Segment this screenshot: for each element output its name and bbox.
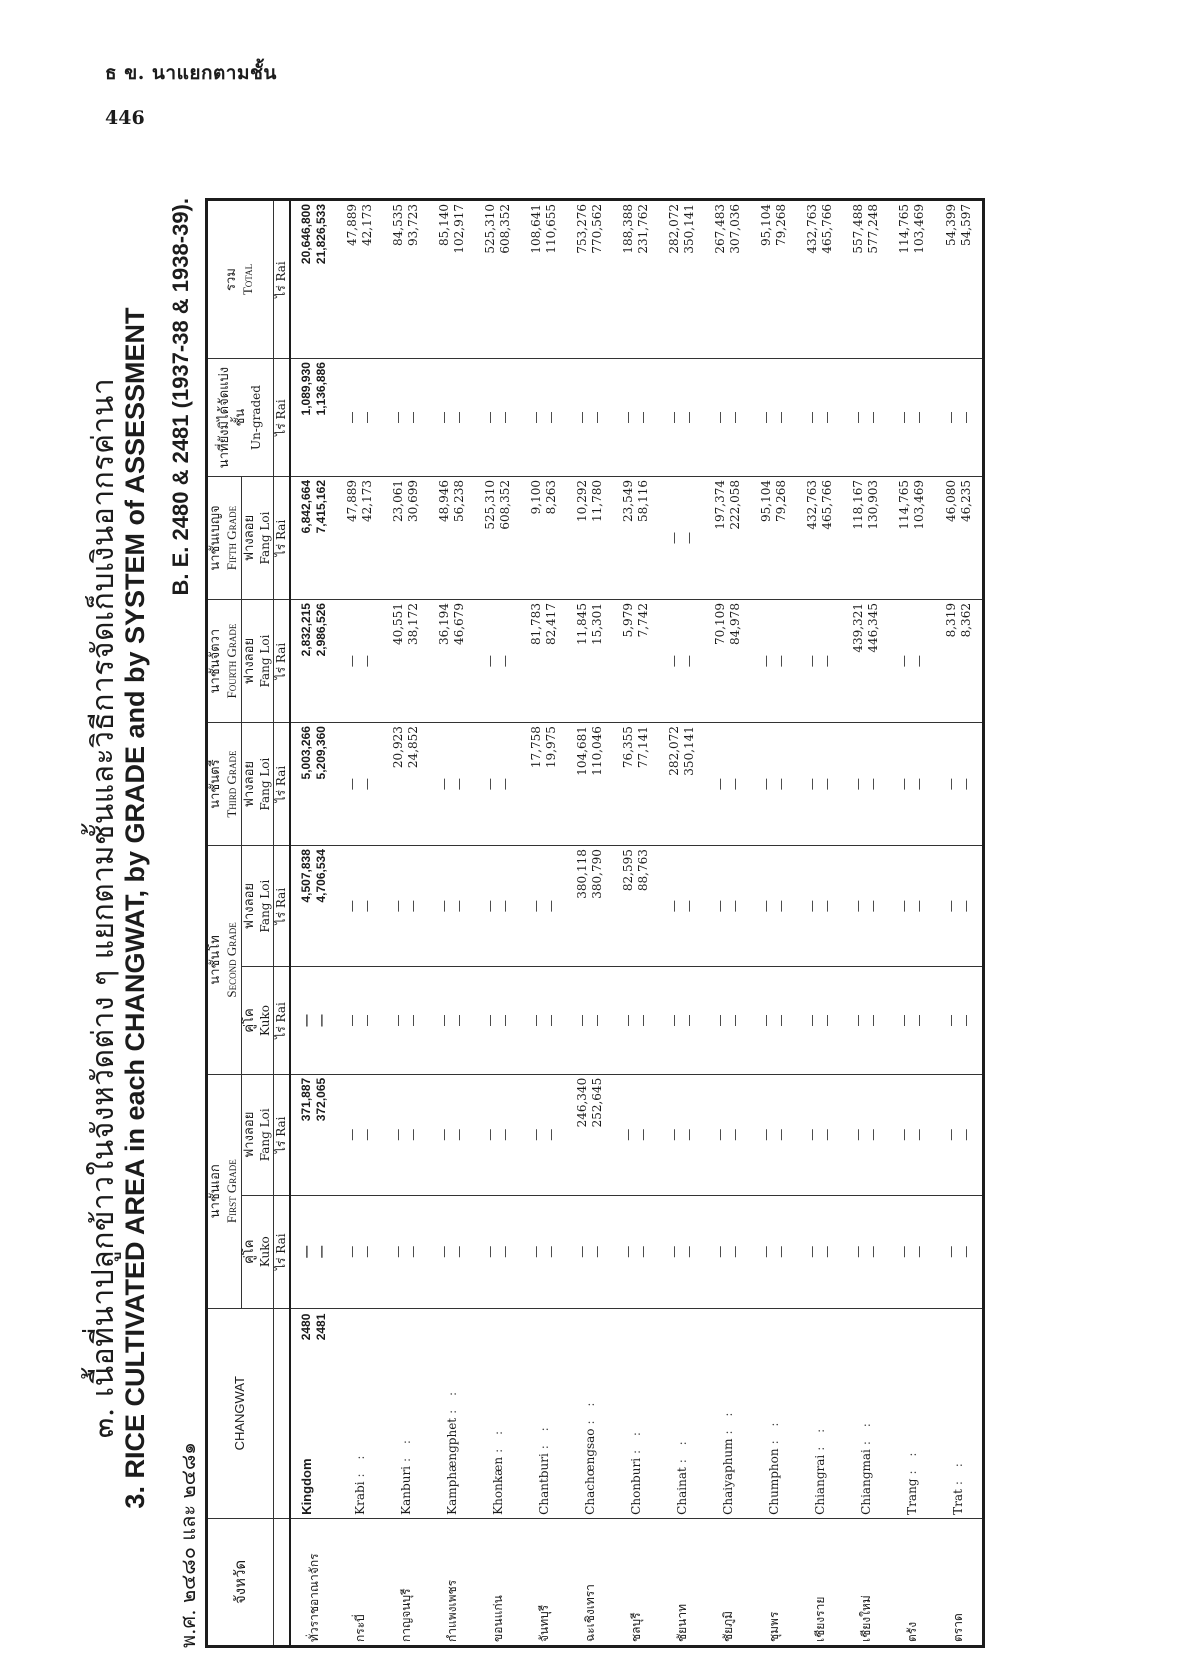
cell-first-fangloi: — —	[337, 1074, 383, 1195]
cell-fifth-fangloi: 46,080 46,235	[935, 476, 983, 599]
cell-third-fangloi: 17,758 19,975	[521, 723, 567, 846]
changwat-english-label: Chaiyaphum	[720, 1438, 735, 1515]
table-row	[889, 200, 935, 1647]
changwat-english-label: Chiangrai	[812, 1454, 827, 1515]
cell-total: 432,763 465,766	[797, 200, 843, 359]
header-fifth-grade	[207, 476, 242, 599]
cell-third-fangloi: — —	[475, 723, 521, 846]
cell-second-kuko: — —	[337, 967, 383, 1075]
subheader-fangloi-4	[241, 600, 273, 723]
changwat-thai-name: เชียงใหม่	[843, 1518, 889, 1646]
cell-second-kuko: — —	[797, 967, 843, 1075]
cell-first-fangloi: — —	[797, 1074, 843, 1195]
cell-second-kuko: — —	[521, 967, 567, 1075]
kingdom-label: Kingdom	[299, 1458, 314, 1515]
unit-label: ไร่ Rai	[273, 967, 290, 1075]
unit-label: ไร่ Rai	[273, 200, 290, 359]
cell-first-kuko: — —	[889, 1195, 935, 1308]
cell-ungraded: — —	[705, 359, 751, 477]
cell-second-kuko: — —	[613, 967, 659, 1075]
cell-fifth-fangloi: 23,061 30,699	[383, 476, 429, 599]
cell-second-fangloi: — —	[337, 846, 383, 967]
subheader-kuko-2	[241, 967, 273, 1075]
cell-first-kuko: — —	[429, 1195, 475, 1308]
cell-fifth-fangloi: 197,374 222,058	[705, 476, 751, 599]
cell-second-fangloi: — —	[705, 846, 751, 967]
dot-leader: : :	[904, 1447, 919, 1475]
cell-second-kuko: — —	[567, 967, 613, 1075]
cell-total: 267,483 307,036	[705, 200, 751, 359]
changwat-english-label: Khonkæn	[490, 1456, 505, 1515]
cell-first-kuko: — —	[613, 1195, 659, 1308]
cell-ungraded: — —	[337, 359, 383, 477]
changwat-english-label: Krabi	[352, 1481, 367, 1515]
cell-second-kuko: — —	[659, 967, 705, 1075]
cell-first-kuko: — —	[751, 1195, 797, 1308]
fourth-grade-thai: นาชั้นจัตวา	[208, 628, 223, 694]
cell-second-kuko: — —	[751, 967, 797, 1075]
cell-first-kuko: — —	[797, 1195, 843, 1308]
changwat-thai-name: ทั่วราชอาณาจักร	[290, 1518, 338, 1646]
changwat-thai-name: ชัยนาท	[659, 1518, 705, 1646]
changwat-english-name	[797, 1308, 843, 1518]
cell-fifth-fangloi: 47,889 42,173	[337, 476, 383, 599]
cell-total: 557,488 577,248	[843, 200, 889, 359]
changwat-thai-name: ชลบุรี	[613, 1518, 659, 1646]
cell-fifth-fangloi: — —	[659, 476, 705, 599]
cell-total: 282,072 350,141	[659, 200, 705, 359]
cell-fourth-fangloi: 2,832,215 2,986,526	[290, 600, 338, 723]
unit-label: ไร่ Rai	[273, 1074, 290, 1195]
changwat-english-name	[429, 1308, 475, 1518]
cell-total: 47,889 42,173	[337, 200, 383, 359]
fangloi-thai: ฟางลอย	[241, 760, 257, 808]
subheader-fangloi-5	[241, 476, 273, 599]
year-labels	[299, 1312, 329, 1341]
dot-leader: : :	[858, 1418, 873, 1446]
dot-leader: : :	[444, 1386, 459, 1414]
year-2481: 2481	[314, 1313, 328, 1341]
cell-second-kuko: — —	[843, 967, 889, 1075]
ungraded-english: Un-graded	[249, 385, 264, 450]
cell-third-fangloi: — —	[337, 723, 383, 846]
cell-third-fangloi: 282,072 350,141	[659, 723, 705, 846]
second-grade-english: Second Grade	[224, 922, 240, 998]
cell-third-fangloi: — —	[889, 723, 935, 846]
dot-leader: : :	[352, 1450, 367, 1478]
dot-leader: : :	[951, 1458, 966, 1486]
changwat-english-label: Chantburi	[536, 1453, 551, 1515]
cell-ungraded: — —	[521, 359, 567, 477]
cell-ungraded: — —	[429, 359, 475, 477]
cell-fifth-fangloi: 9,100 8,263	[521, 476, 567, 599]
table-row	[613, 200, 659, 1647]
cell-first-fangloi: — —	[429, 1074, 475, 1195]
changwat-english-label: Trang	[904, 1478, 919, 1515]
changwat-english-label: Chonburi	[628, 1457, 643, 1515]
second-grade-thai: นาชั้นโท	[208, 935, 223, 985]
cell-third-fangloi: 20,923 24,852	[383, 723, 429, 846]
period-english: B. E. 2480 & 2481 (1937-38 & 1938-39).	[168, 198, 193, 596]
cell-fifth-fangloi: 95,104 79,268	[751, 476, 797, 599]
unit-label: ไร่ Rai	[273, 476, 290, 599]
cell-third-fangloi: 5,003,266 5,209,360	[290, 723, 338, 846]
header-first-grade	[207, 1074, 242, 1308]
cell-second-fangloi: — —	[429, 846, 475, 967]
cell-second-fangloi: — —	[797, 846, 843, 967]
cell-fourth-fangloi: — —	[889, 600, 935, 723]
fifth-grade-english: Fifth Grade	[224, 505, 240, 571]
table-body	[290, 200, 984, 1647]
subheader-kuko-1	[241, 1195, 273, 1308]
cell-fourth-fangloi: 81,783 82,417	[521, 600, 567, 723]
changwat-english-label: Chiangmai	[858, 1449, 873, 1515]
cell-second-kuko: — —	[429, 967, 475, 1075]
cell-second-fangloi: — —	[889, 846, 935, 967]
changwat-thai-name: กำแพงเพชร	[429, 1518, 475, 1646]
cell-first-fangloi: — —	[705, 1074, 751, 1195]
table-row	[705, 200, 751, 1647]
changwat-thai-name: ตรัง	[889, 1518, 935, 1646]
dot-leader: : :	[536, 1422, 551, 1450]
cell-second-fangloi: — —	[843, 846, 889, 967]
changwat-english-name	[613, 1308, 659, 1518]
first-grade-english: First Grade	[224, 1159, 240, 1224]
unit-label: ไร่ Rai	[273, 1195, 290, 1308]
total-thai: รวม	[224, 268, 240, 291]
cell-fifth-fangloi: 6,842,664 7,415,162	[290, 476, 338, 599]
dot-leader: : :	[490, 1425, 505, 1453]
cell-first-fangloi: — —	[521, 1074, 567, 1195]
fangloi-english: Fang Loi	[257, 879, 272, 933]
fangloi-english: Fang Loi	[257, 757, 272, 811]
changwat-thai-name: เชียงราย	[797, 1518, 843, 1646]
kuko-thai: คู่โค	[241, 1008, 257, 1033]
cell-second-fangloi: — —	[935, 846, 983, 967]
changwat-english-name	[475, 1308, 521, 1518]
cell-second-fangloi: — —	[383, 846, 429, 967]
dot-leader: : :	[720, 1407, 735, 1435]
cell-first-kuko: — —	[521, 1195, 567, 1308]
cell-second-kuko: — —	[935, 967, 983, 1075]
rotated-table-page	[80, 168, 1090, 1648]
changwat-english-name	[290, 1308, 338, 1518]
changwat-english-name	[705, 1308, 751, 1518]
cell-total: 114,765 103,469	[889, 200, 935, 359]
cell-ungraded: — —	[613, 359, 659, 477]
cell-fourth-fangloi: 11,845 15,301	[567, 600, 613, 723]
cell-first-fangloi: — —	[383, 1074, 429, 1195]
cell-first-fangloi: — —	[889, 1074, 935, 1195]
ungraded-thai: นาที่ยังมิได้จัดแบ่งชั้น	[216, 366, 248, 469]
cell-ungraded: — —	[935, 359, 983, 477]
dot-leader: : :	[628, 1427, 643, 1454]
cell-second-kuko: — —	[475, 967, 521, 1075]
dot-leader: : :	[812, 1423, 827, 1451]
subheader-fangloi-1	[241, 1074, 273, 1195]
cell-third-fangloi: 104,681 110,046	[567, 723, 613, 846]
cell-first-fangloi: — —	[613, 1074, 659, 1195]
cell-first-fangloi: — —	[935, 1074, 983, 1195]
cell-fourth-fangloi: 8,319 8,362	[935, 600, 983, 723]
cell-first-kuko: — —	[383, 1195, 429, 1308]
cell-total: 95,104 79,268	[751, 200, 797, 359]
changwat-english-name	[521, 1308, 567, 1518]
header-third-grade	[207, 723, 242, 846]
cell-first-kuko: — —	[567, 1195, 613, 1308]
cell-fourth-fangloi: 439,321 446,345	[843, 600, 889, 723]
cell-fifth-fangloi: 118,167 130,903	[843, 476, 889, 599]
fangloi-thai: ฟางลอย	[241, 883, 257, 930]
cell-third-fangloi: — —	[797, 723, 843, 846]
fangloi-english: Fang Loi	[257, 634, 272, 688]
changwat-thai-name: ชัยภูมิ	[705, 1518, 751, 1646]
table-row	[843, 200, 889, 1647]
cell-ungraded: — —	[383, 359, 429, 477]
changwat-thai-name: จันทบุรี	[521, 1518, 567, 1646]
dot-leader: : :	[766, 1417, 781, 1445]
cell-total: 54,399 54,597	[935, 200, 983, 359]
changwat-english-label: Kamphængphet	[444, 1417, 459, 1515]
changwat-english-name	[889, 1308, 935, 1518]
cell-second-fangloi: 82,595 88,763	[613, 846, 659, 967]
cell-third-fangloi: 76,355 77,141	[613, 723, 659, 846]
cell-ungraded: — —	[843, 359, 889, 477]
cell-third-fangloi: — —	[843, 723, 889, 846]
changwat-thai-name: ฉะเชิงเทรา	[567, 1518, 613, 1646]
unit-spacer	[273, 1518, 290, 1646]
cell-third-fangloi: — —	[429, 723, 475, 846]
cell-second-kuko: — —	[383, 967, 429, 1075]
cell-fifth-fangloi: 23,549 58,116	[613, 476, 659, 599]
header-fourth-grade	[207, 600, 242, 723]
first-grade-thai: นาชั้นเอก	[208, 1164, 223, 1219]
cell-ungraded: 1,089,930 1,136,886	[290, 359, 338, 477]
fangloi-thai: ฟางลอย	[241, 514, 257, 562]
table-row	[659, 200, 705, 1647]
changwat-english-name	[843, 1308, 889, 1518]
table-title-english: 3. RICE CULTIVATED AREA in each CHANGWAT, by GRADE and by SYSTEM of ASSESSMENT	[120, 307, 150, 1509]
cell-fifth-fangloi: 114,765 103,469	[889, 476, 935, 599]
dot-leader: : :	[398, 1435, 413, 1462]
header-changwat-thai: จังหวัด	[207, 1518, 274, 1646]
cell-total: 85,140 102,917	[429, 200, 475, 359]
subheader-fangloi-2	[241, 846, 273, 967]
cell-ungraded: — —	[659, 359, 705, 477]
changwat-english-name	[935, 1308, 983, 1518]
cell-first-kuko: — —	[843, 1195, 889, 1308]
cell-first-fangloi: — —	[475, 1074, 521, 1195]
cell-second-fangloi: — —	[659, 846, 705, 967]
header-ungraded	[207, 359, 274, 477]
cell-second-fangloi: — —	[521, 846, 567, 967]
cell-total: 84,535 93,723	[383, 200, 429, 359]
changwat-english-name	[337, 1308, 383, 1518]
changwat-english-name	[659, 1308, 705, 1518]
cell-total: 20,646,800 21,826,533	[290, 200, 338, 359]
cell-first-fangloi: — —	[659, 1074, 705, 1195]
table-row	[797, 200, 843, 1647]
cell-total: 753,276 770,562	[567, 200, 613, 359]
table-row	[337, 200, 383, 1647]
dot-leader: : :	[674, 1436, 689, 1464]
cell-fourth-fangloi: 70,109 84,978	[705, 600, 751, 723]
header-second-grade	[207, 846, 242, 1075]
cell-second-kuko: — —	[290, 967, 338, 1075]
unit-label: ไร่ Rai	[273, 600, 290, 723]
cell-first-kuko: — —	[705, 1195, 751, 1308]
cell-total: 108,641 110,655	[521, 200, 567, 359]
cell-fourth-fangloi: 36,194 46,679	[429, 600, 475, 723]
changwat-english-name	[383, 1308, 429, 1518]
changwat-thai-name: ชุมพร	[751, 1518, 797, 1646]
year-2480: 2480	[299, 1313, 313, 1341]
cell-first-fangloi: 246,340 252,645	[567, 1074, 613, 1195]
period-thai: พ.ศ. ๒๔๘๐ และ ๒๔๘๑	[176, 1442, 200, 1648]
cell-ungraded: — —	[751, 359, 797, 477]
changwat-thai-name: ตราด	[935, 1518, 983, 1646]
cell-first-kuko: — —	[290, 1195, 338, 1308]
cell-second-kuko: — —	[705, 967, 751, 1075]
third-grade-english: Third Grade	[224, 750, 240, 818]
cell-first-fangloi: — —	[751, 1074, 797, 1195]
changwat-english-name	[751, 1308, 797, 1518]
cell-second-fangloi: — —	[475, 846, 521, 967]
total-english: Total	[240, 263, 256, 296]
cell-total: 188,388 231,762	[613, 200, 659, 359]
cell-fourth-fangloi: 5,979 7,742	[613, 600, 659, 723]
changwat-english-label: Trat	[951, 1489, 966, 1515]
fangloi-thai: ฟางลอย	[241, 637, 257, 685]
changwat-thai-name: กระบี่	[337, 1518, 383, 1646]
cell-fourth-fangloi: — —	[475, 600, 521, 723]
cell-first-kuko: — —	[475, 1195, 521, 1308]
kuko-thai: คู่โค	[241, 1239, 257, 1264]
fifth-grade-thai: นาชั้นเบญจ	[208, 505, 223, 571]
running-head: ธ ข. นาแยกตามชั้น	[105, 62, 277, 84]
cell-fourth-fangloi: — —	[797, 600, 843, 723]
changwat-english-label: Kanburi	[398, 1465, 413, 1515]
cell-fifth-fangloi: 48,946 56,238	[429, 476, 475, 599]
cell-fourth-fangloi: — —	[751, 600, 797, 723]
table-row	[383, 200, 429, 1647]
table-row	[521, 200, 567, 1647]
cell-third-fangloi: — —	[935, 723, 983, 846]
rice-area-table	[205, 198, 985, 1648]
fangloi-english: Fang Loi	[257, 511, 272, 565]
changwat-thai-name: กาญจนบุรี	[383, 1518, 429, 1646]
cell-first-fangloi: — —	[843, 1074, 889, 1195]
cell-first-kuko: — —	[337, 1195, 383, 1308]
page-number: 446	[105, 107, 145, 129]
cell-fifth-fangloi: 525,310 608,352	[475, 476, 521, 599]
table-row	[475, 200, 521, 1647]
table-row	[935, 200, 983, 1647]
third-grade-thai: นาชั้นตรี	[208, 759, 223, 809]
kuko-english: Kuko	[257, 1005, 272, 1036]
table-title-thai: ๓. เนื้อที่นาปลูกข้าวในจังหวัดต่าง ๆ แยกตามชั้นและวิธีการจัดเก็บเงินอากรค่านา	[86, 377, 121, 1439]
cell-ungraded: — —	[475, 359, 521, 477]
cell-fourth-fangloi: — —	[337, 600, 383, 723]
changwat-english-name	[567, 1308, 613, 1518]
table-row	[751, 200, 797, 1647]
dot-leader: : :	[582, 1397, 597, 1425]
cell-third-fangloi: — —	[705, 723, 751, 846]
cell-fourth-fangloi: 40,551 38,172	[383, 600, 429, 723]
cell-ungraded: — —	[889, 359, 935, 477]
changwat-english-label: Chainat	[674, 1467, 689, 1515]
cell-fourth-fangloi: — —	[659, 600, 705, 723]
cell-first-kuko: — —	[935, 1195, 983, 1308]
unit-label: ไร่ Rai	[273, 723, 290, 846]
cell-first-fangloi: 371,887 372,065	[290, 1074, 338, 1195]
table-row	[567, 200, 613, 1647]
table-row-kingdom	[290, 200, 338, 1647]
unit-label: ไร่ Rai	[273, 846, 290, 967]
cell-second-fangloi: 4,507,838 4,706,534	[290, 846, 338, 967]
subheader-fangloi-3	[241, 723, 273, 846]
unit-spacer	[273, 1308, 290, 1518]
cell-second-fangloi: 380,118 380,790	[567, 846, 613, 967]
kuko-english: Kuko	[257, 1236, 272, 1268]
cell-fifth-fangloi: 10,292 11,780	[567, 476, 613, 599]
cell-fifth-fangloi: 432,763 465,766	[797, 476, 843, 599]
fangloi-english: Fang Loi	[257, 1108, 272, 1162]
cell-second-kuko: — —	[889, 967, 935, 1075]
changwat-english-label: Chumphon	[766, 1448, 781, 1515]
header-total	[207, 200, 274, 359]
changwat-thai-name: ขอนแก่น	[475, 1518, 521, 1646]
changwat-english-label: Chachœngsao	[582, 1428, 597, 1515]
cell-third-fangloi: — —	[751, 723, 797, 846]
table-row	[429, 200, 475, 1647]
cell-ungraded: — —	[797, 359, 843, 477]
cell-second-fangloi: — —	[751, 846, 797, 967]
cell-first-kuko: — —	[659, 1195, 705, 1308]
unit-label: ไร่ Rai	[273, 359, 290, 477]
cell-total: 525,310 608,352	[475, 200, 521, 359]
fangloi-thai: ฟางลอย	[241, 1111, 257, 1158]
header-changwat-english: CHANGWAT	[207, 1308, 274, 1518]
cell-ungraded: — —	[567, 359, 613, 477]
fourth-grade-english: Fourth Grade	[224, 623, 240, 699]
